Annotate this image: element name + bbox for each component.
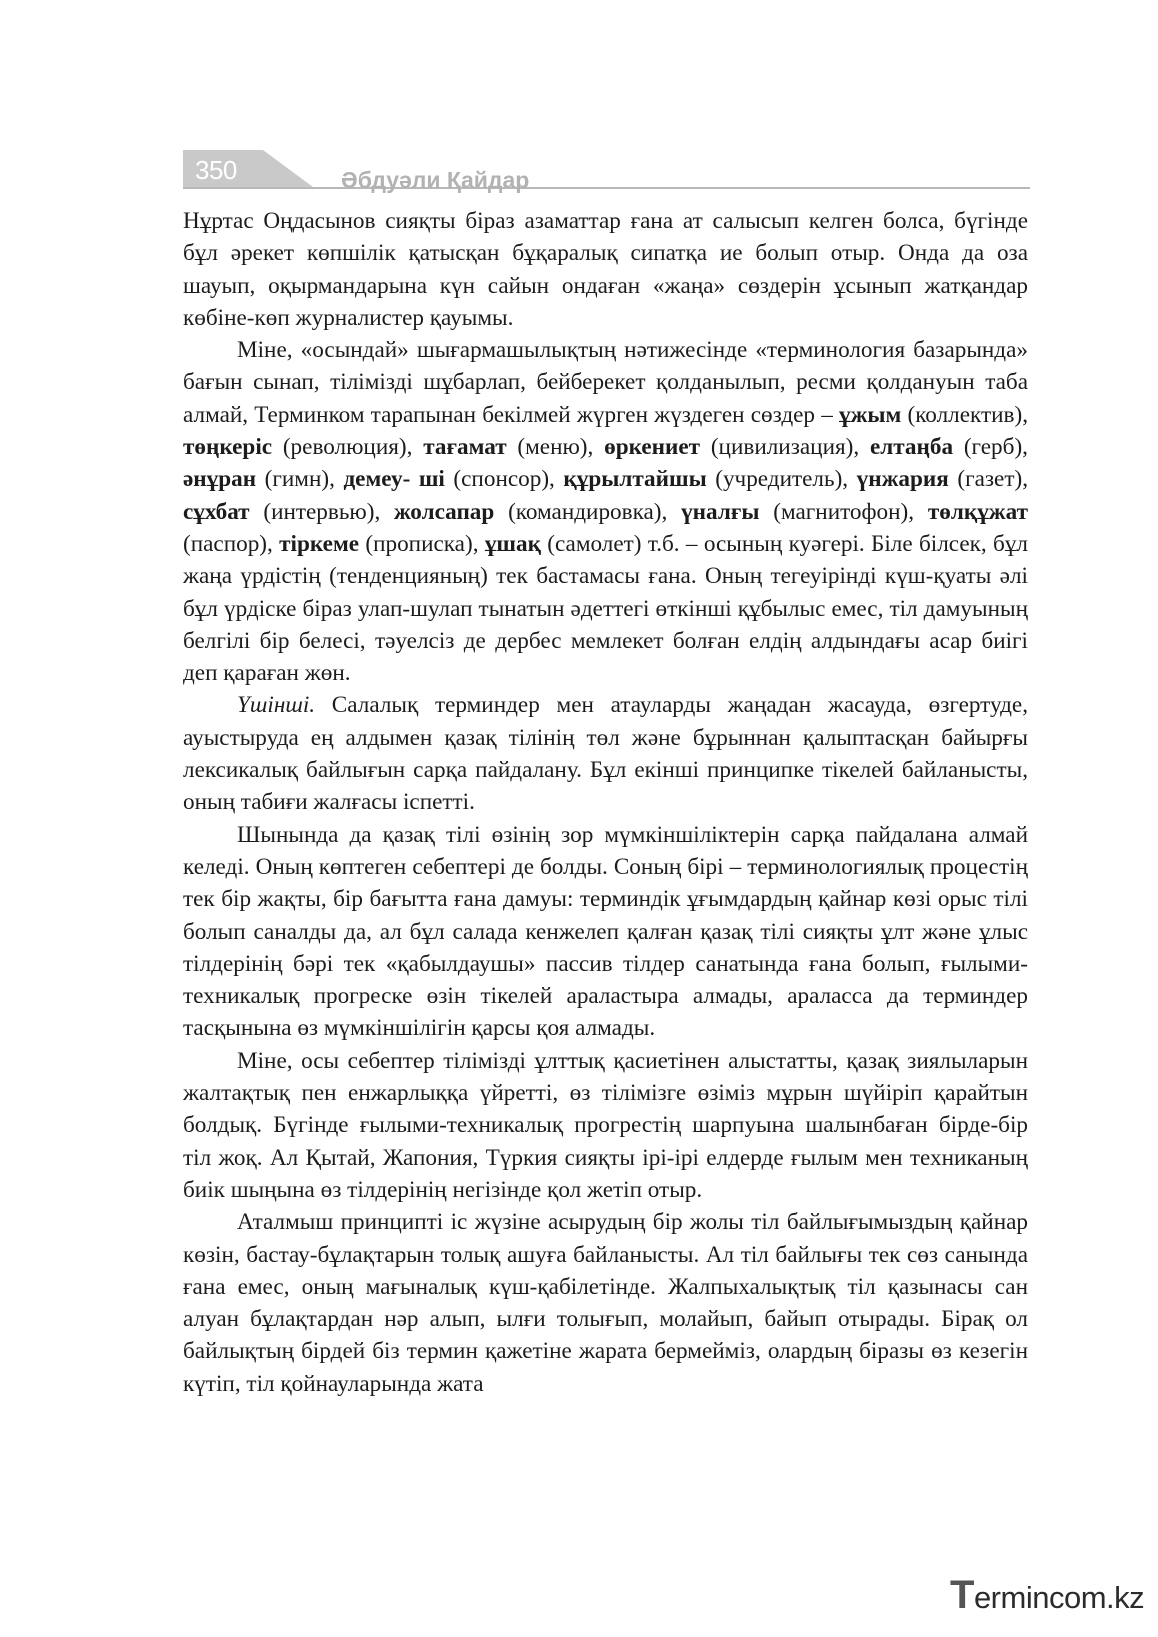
paragraph: [183, 205, 1028, 334]
bold-term: төңкеріс: [183, 434, 273, 461]
watermark-logo: [950, 1573, 1144, 1618]
bold-term: әнұран: [183, 466, 257, 493]
bold-term: тағамат: [423, 434, 507, 461]
text-run: Нұртас Оңдасынов сияқты біраз азаматтар ғана ат салысып келген болса, бүгінде бұл әрекет көпшілік қатысқан бұқаралық сипатқа ие болып отыр. Онда да оза шауып, оқырмандарына күн сайын ондаған «жаңа» сөздерін ұсынып жатқандар көбіне-көп журналистер қауымы.: [183, 208, 1028, 331]
bold-term: тіркеме: [279, 530, 360, 557]
text-run: Аталмыш принципті іс жүзіне асырудың бір жолы тіл байлығымыздың қайнар көзін, бастау-бұлақтарын толық ашуға байланысты. Ал тіл байлығы тек сөз санында ғана емес, оның мағыналық күш-қабілетінде. Жалпыхалықтық тіл қазынасы сан алуан бұлақтардан нәр алып, ылғи толығып, молайып, байып отырады. Бірақ ол байлықтың бірдей біз термин қажетіне жарата бермейміз, олардың біразы өз кезегін күтіп, тіл қойнауларында жата: [183, 1209, 1028, 1397]
page-number: 350: [195, 155, 237, 185]
text-run: (магнитофон),: [759, 498, 928, 525]
bold-term: құрылтайшы: [563, 466, 707, 493]
paragraph: [183, 1206, 1028, 1400]
bold-term: сұхбат: [183, 498, 250, 525]
text-run: (меню),: [506, 434, 605, 461]
text-run: (командировка),: [494, 498, 682, 525]
text-run: Салалық терминдер мен атауларды жаңадан жасауда, өзгертуде, ауыстыруда ең алдымен қазақ тілінің төл және бұрыннан қалыптасқан байырғы лексикалық байлығын сарқа пайдалану. Бұл екінші принципке тікелей байланысты, оның табиғи жалғасы іспетті.: [183, 692, 1028, 816]
header-decoration: [183, 149, 1030, 197]
watermark-letter: T: [950, 1573, 974, 1617]
bold-term: демеу- ші: [343, 466, 445, 493]
text-run: (цивилизация),: [700, 434, 870, 461]
text-run: (учредитель),: [706, 466, 857, 493]
paragraph: [183, 819, 1028, 1045]
paragraph: [183, 334, 1028, 689]
text-run: Міне, осы себептер тілімізді ұлттық қасиетінен алыстатты, қазақ зиялыларын жалтақтық пен енжарлыққа үйретті, өз тілімізге өзіміз мұрын шүйіріп қарайтын болдық. Бүгінде ғылыми-техникалық прогрестің шарпуына шалынбаған бірде-бір тіл жоқ. Ал Қытай, Жапония, Түркия сияқты ірі-ірі елдерде ғылым мен техниканың биік шыңына өз тілдерінің негізінде қол жетіп отыр.: [183, 1047, 1028, 1203]
bold-term: ұшақ: [484, 530, 541, 557]
bold-term: өркениет: [604, 434, 701, 461]
paragraph: [183, 689, 1028, 818]
bold-term: елтаңба: [869, 434, 954, 461]
author-name: Әбдуәли Қайдар: [341, 167, 530, 193]
text-run: (коллектив),: [901, 401, 1029, 428]
bold-term: ұжым: [839, 401, 902, 428]
text-run: (герб),: [953, 434, 1028, 461]
italic-lead: Үшінші.: [237, 692, 316, 719]
text-run: Шынында да қазақ тілі өзінің зор мүмкіншіліктерін сарқа пайдалана алмай келеді. Оның көптеген себептері де болды. Соның бірі – терминологиялық процестің тек бір жақты, бір бағытта ғана дамуы: терминдік ұғымдардың қайнар көзі орыс тілі болып саналды да, ал бұл салада кенжелеп қалған қазақ тілі сияқты ұлт және ұлыс тілдерінің бәрі тек «қабылдаушы» пассив тілдер санатында ғана болып, ғылыми- техникалық прогреске өзін тікелей араластыра алмады, араласса да терминдер тасқынына өз мүмкіншілігін қарсы қоя алмады.: [183, 821, 1028, 1042]
text-run: (гимн),: [256, 466, 344, 493]
text-run: (газет),: [948, 466, 1028, 493]
bold-term: үнжария: [856, 466, 949, 493]
bold-term: үналғы: [681, 498, 760, 525]
text-run: (спонсор),: [444, 466, 564, 493]
text-run: (революция),: [272, 434, 424, 461]
text-run: (интервью),: [249, 498, 395, 525]
text-run: (паспор),: [183, 530, 280, 557]
bold-term: жолсапар: [394, 498, 495, 525]
bold-term: төлқұжат: [927, 498, 1028, 525]
running-header: [183, 149, 1030, 197]
text-run: (самолет) т.б. – осының куәгері. Біле білсек, бұл жаңа үрдістің (тенденцияның) тек бастамасы ғана. Оның тегеуірінді күш-қуаты әлі бұл үрдіске біраз улап-шулап тынатын әдеттегі өткінші құбылыс емес, тіл дамуының белгілі бір белесі, тәуелсіз де дербес мемлекет болған елдің алдындағы асар биігі деп қараған жөн.: [183, 530, 1028, 687]
watermark-text: ermincom.kz: [973, 1580, 1145, 1615]
paragraph: [183, 1045, 1028, 1206]
body-text: [183, 205, 1028, 1400]
text-run: Міне, «осындай» шығармашылықтың нәтижесінде «терминология базарында» бағын сынап, тілімізді шұбарлап, бейберекет қолданылып, ресми қолдануын таба алмай, Терминком тарапынан бекілмей жүрген жүздеген сөздер –: [183, 337, 1028, 428]
text-run: (прописка),: [359, 530, 485, 557]
